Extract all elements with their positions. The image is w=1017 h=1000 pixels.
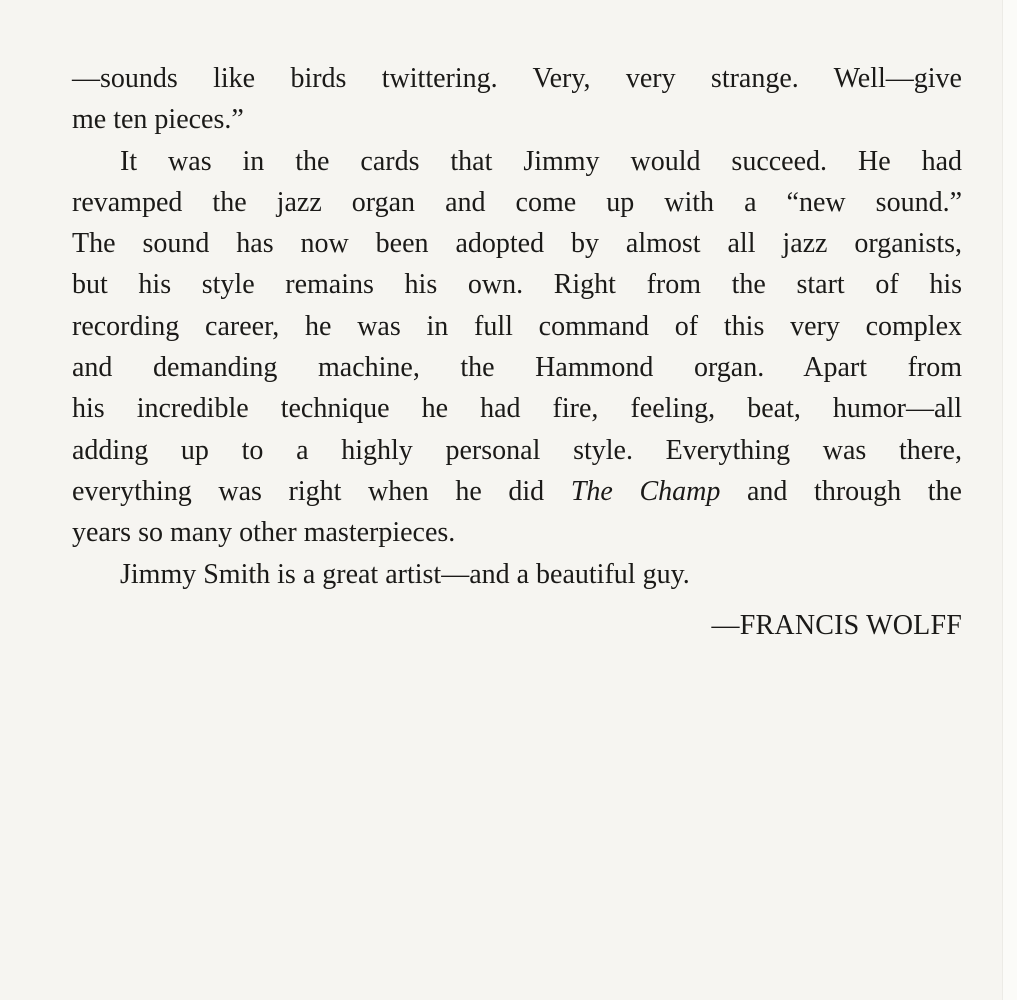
champ-line-before: everything was right when he did [72, 475, 571, 507]
text-line-champ [72, 471, 962, 512]
text-line-5: The sound has now been adopted by almost all jazz organists, [72, 228, 962, 260]
text-line-9: his incredible technique he had fire, feeling, beat, humor—all [72, 393, 962, 425]
page-edge [1002, 0, 1017, 1000]
champ-line-after: and through the [720, 475, 962, 507]
text-line-1: —sounds like birds twittering. Very, very strange. Well—give [72, 63, 962, 94]
author-signature: —FRANCIS WOLFF [711, 609, 962, 641]
text-line-8: and demanding machine, the Hammond organ. Apart from [72, 352, 962, 384]
closing-paragraph-line: Jimmy Smith is a great artist—and a beautiful guy. [120, 558, 690, 590]
text-line-6: but his style remains his own. Right from the start of his [72, 269, 962, 301]
text-line-years: years so many other masterpieces. [72, 517, 456, 549]
text-line-2: me ten pieces.” [72, 104, 244, 136]
liner-notes-text [72, 58, 962, 646]
text-line-10: adding up to a highly personal style. Everything was there, [72, 434, 962, 466]
text-line-4: revamped the jazz organ and come up with a “new sound.” [72, 186, 962, 218]
paragraph-start-line: It was in the cards that Jimmy would succeed. He had [120, 145, 962, 177]
album-title-the-champ: The Champ [570, 475, 721, 507]
text-line-7: recording career, he was in full command of this very complex [72, 310, 962, 342]
